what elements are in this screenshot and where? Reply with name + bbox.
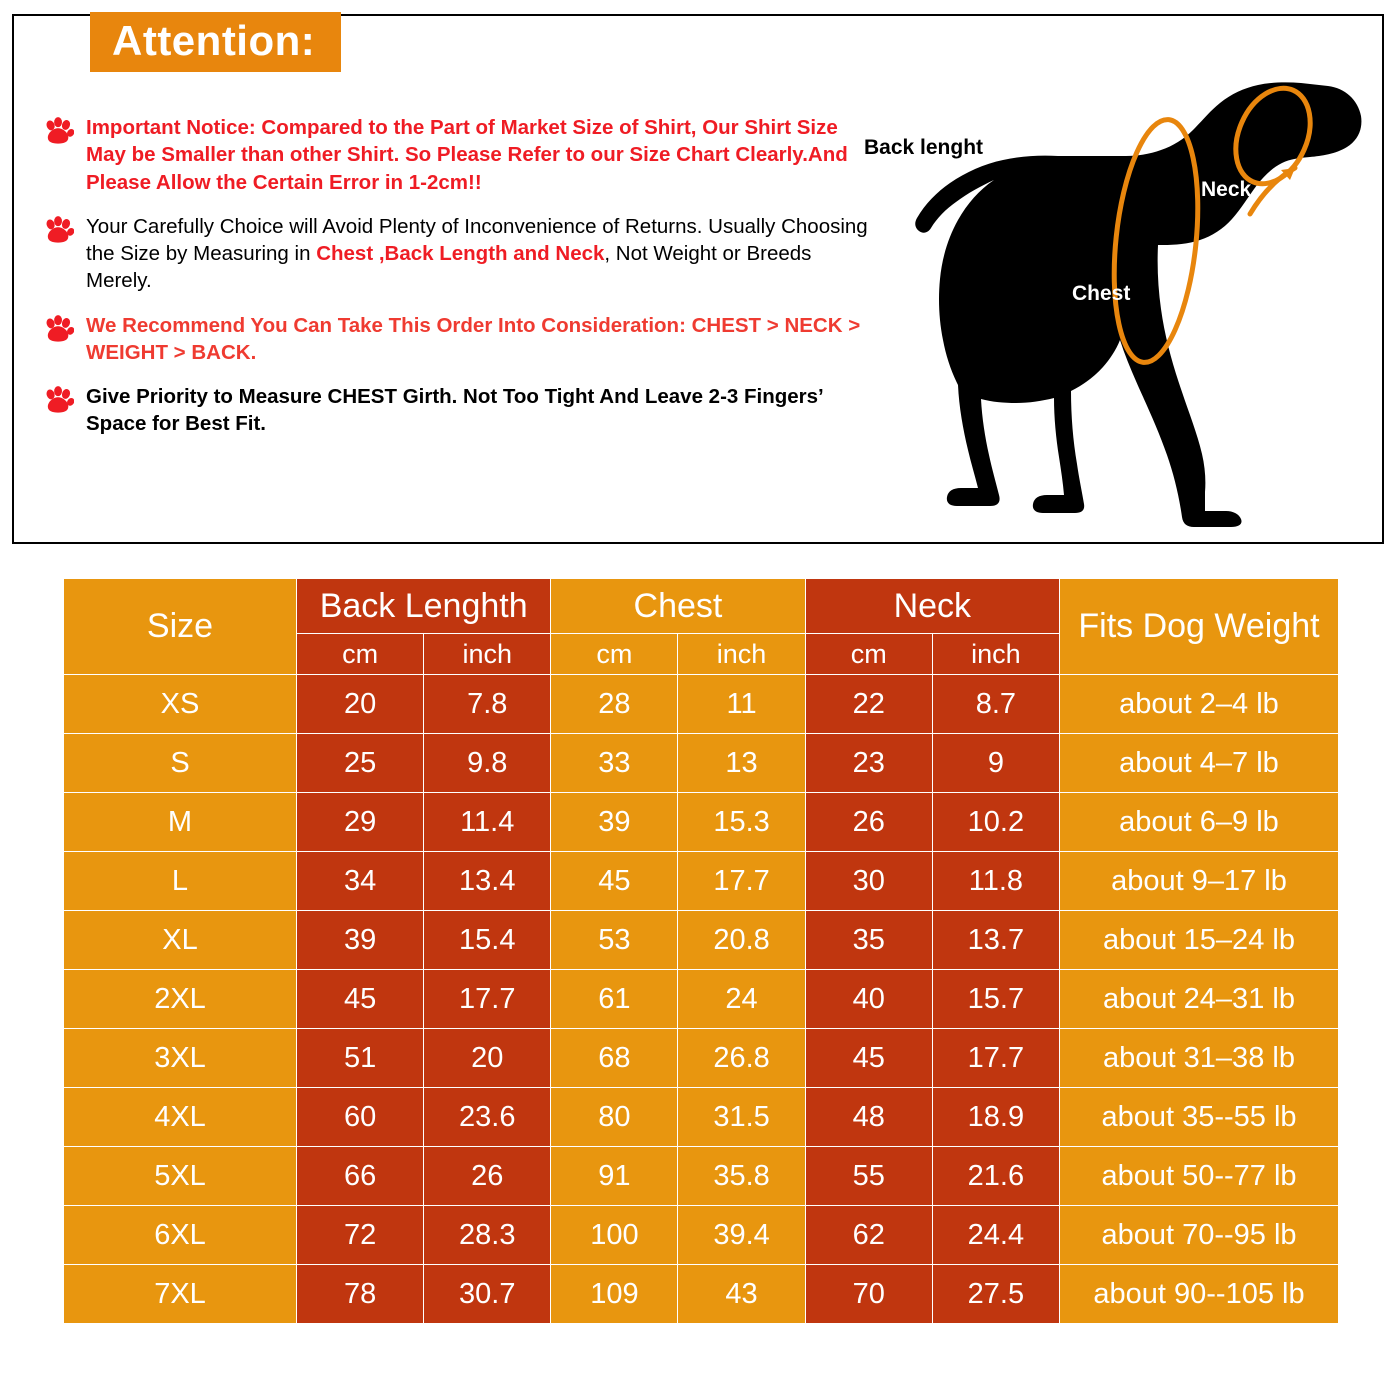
cell-neck-cm: 23 — [805, 734, 932, 793]
label-neck: Neck — [1201, 178, 1252, 201]
note-recommend-order-text: We Recommend You Can Take This Order Into Consideration: CHEST > NECK > WEIGHT > BACK. — [86, 313, 861, 364]
note-important-notice-text: Important Notice: Compared to the Part of Market Size of Shirt, Our Shirt Size May be Smaller than other Shirt. So Please Refer to our Size Chart Clearly.And Please Allow the Certain Error in 1-2cm!! — [86, 116, 848, 194]
cell-chest-cm: 33 — [551, 734, 678, 793]
table-row — [64, 911, 1339, 970]
header-neck: Neck — [805, 579, 1059, 634]
cell-back-inch: 13.4 — [424, 852, 551, 911]
table-row — [64, 1265, 1339, 1324]
table-row — [64, 734, 1339, 793]
cell-size: 3XL — [64, 1029, 297, 1088]
table-row — [64, 1147, 1339, 1206]
cell-back-inch: 20 — [424, 1029, 551, 1088]
note-chest-priority — [44, 383, 874, 438]
cell-back-cm: 66 — [297, 1147, 424, 1206]
cell-back-inch: 28.3 — [424, 1206, 551, 1265]
cell-chest-inch: 35.8 — [678, 1147, 805, 1206]
cell-size: 6XL — [64, 1206, 297, 1265]
note-careful-choice — [44, 213, 874, 295]
label-back-length: Back lenght — [864, 136, 984, 159]
cell-neck-cm: 48 — [805, 1088, 932, 1147]
cell-size: XS — [64, 675, 297, 734]
cell-chest-inch: 31.5 — [678, 1088, 805, 1147]
note-careful-choice-part2: , Not Weight or Breeds Merely. — [86, 242, 812, 293]
cell-back-inch: 30.7 — [424, 1265, 551, 1324]
cell-neck-inch: 18.9 — [932, 1088, 1059, 1147]
cell-weight: about 6–9 lb — [1060, 793, 1339, 852]
header-back-cm: cm — [297, 634, 424, 675]
table-row — [64, 793, 1339, 852]
cell-neck-inch: 17.7 — [932, 1029, 1059, 1088]
cell-chest-cm: 28 — [551, 675, 678, 734]
cell-back-cm: 60 — [297, 1088, 424, 1147]
cell-back-inch: 26 — [424, 1147, 551, 1206]
paw-icon — [44, 386, 74, 414]
cell-neck-inch: 24.4 — [932, 1206, 1059, 1265]
cell-neck-cm: 40 — [805, 970, 932, 1029]
attention-panel — [12, 14, 1384, 544]
size-chart-table — [63, 578, 1339, 1324]
cell-weight: about 31–38 lb — [1060, 1029, 1339, 1088]
cell-back-cm: 78 — [297, 1265, 424, 1324]
cell-size: XL — [64, 911, 297, 970]
note-careful-choice-part1: Your Carefully Choice will Avoid Plenty of Inconvenience of Returns. Usually Choosing the Size by Measuring in — [86, 214, 868, 265]
cell-weight: about 70--95 lb — [1060, 1206, 1339, 1265]
cell-back-inch: 17.7 — [424, 970, 551, 1029]
cell-neck-cm: 35 — [805, 911, 932, 970]
cell-size: 4XL — [64, 1088, 297, 1147]
cell-chest-inch: 26.8 — [678, 1029, 805, 1088]
cell-chest-cm: 61 — [551, 970, 678, 1029]
table-row — [64, 1206, 1339, 1265]
header-neck-cm: cm — [805, 634, 932, 675]
cell-neck-inch: 11.8 — [932, 852, 1059, 911]
cell-chest-inch: 11 — [678, 675, 805, 734]
cell-chest-inch: 20.8 — [678, 911, 805, 970]
cell-size: M — [64, 793, 297, 852]
cell-back-inch: 23.6 — [424, 1088, 551, 1147]
cell-weight: about 35--55 lb — [1060, 1088, 1339, 1147]
cell-chest-inch: 17.7 — [678, 852, 805, 911]
cell-neck-inch: 8.7 — [932, 675, 1059, 734]
page-title: Attention: — [90, 12, 341, 72]
cell-chest-inch: 15.3 — [678, 793, 805, 852]
cell-back-inch: 11.4 — [424, 793, 551, 852]
cell-chest-cm: 53 — [551, 911, 678, 970]
table-row — [64, 852, 1339, 911]
cell-chest-cm: 80 — [551, 1088, 678, 1147]
cell-size: L — [64, 852, 297, 911]
cell-chest-cm: 91 — [551, 1147, 678, 1206]
header-size: Size — [64, 579, 297, 675]
note-careful-choice-highlight: Chest ,Back Length and Neck — [316, 242, 605, 265]
header-chest-cm: cm — [551, 634, 678, 675]
cell-neck-cm: 22 — [805, 675, 932, 734]
cell-weight: about 90--105 lb — [1060, 1265, 1339, 1324]
cell-chest-inch: 43 — [678, 1265, 805, 1324]
cell-chest-cm: 109 — [551, 1265, 678, 1324]
cell-weight: about 2–4 lb — [1060, 675, 1339, 734]
cell-chest-cm: 100 — [551, 1206, 678, 1265]
note-careful-choice-text — [86, 213, 874, 295]
cell-size: 2XL — [64, 970, 297, 1029]
size-chart-body — [64, 675, 1339, 1324]
paw-icon — [44, 315, 74, 343]
cell-neck-inch: 21.6 — [932, 1147, 1059, 1206]
cell-neck-inch: 15.7 — [932, 970, 1059, 1029]
header-row-main — [64, 579, 1339, 634]
cell-neck-inch: 13.7 — [932, 911, 1059, 970]
cell-neck-cm: 26 — [805, 793, 932, 852]
cell-neck-inch: 9 — [932, 734, 1059, 793]
cell-neck-cm: 70 — [805, 1265, 932, 1324]
cell-back-inch: 15.4 — [424, 911, 551, 970]
cell-size: 7XL — [64, 1265, 297, 1324]
header-weight: Fits Dog Weight — [1060, 579, 1339, 675]
header-chest: Chest — [551, 579, 805, 634]
cell-back-cm: 25 — [297, 734, 424, 793]
cell-chest-inch: 24 — [678, 970, 805, 1029]
cell-weight: about 9–17 lb — [1060, 852, 1339, 911]
note-chest-priority-text: Give Priority to Measure CHEST Girth. Not Too Tight And Leave 2-3 Fingers’ Space for Best Fit. — [86, 385, 823, 436]
header-chest-inch: inch — [678, 634, 805, 675]
cell-weight: about 4–7 lb — [1060, 734, 1339, 793]
paw-icon — [44, 117, 74, 145]
table-row — [64, 970, 1339, 1029]
dog-measurement-diagram — [858, 26, 1368, 531]
header-back-length: Back Lenghth — [297, 579, 551, 634]
cell-neck-cm: 62 — [805, 1206, 932, 1265]
cell-neck-inch: 27.5 — [932, 1265, 1059, 1324]
cell-chest-inch: 13 — [678, 734, 805, 793]
cell-back-inch: 7.8 — [424, 675, 551, 734]
cell-neck-cm: 30 — [805, 852, 932, 911]
header-back-inch: inch — [424, 634, 551, 675]
cell-back-inch: 9.8 — [424, 734, 551, 793]
cell-chest-cm: 68 — [551, 1029, 678, 1088]
cell-size: S — [64, 734, 297, 793]
cell-neck-cm: 55 — [805, 1147, 932, 1206]
dog-silhouette — [858, 26, 1368, 531]
note-recommend-order — [44, 312, 874, 367]
size-chart-header — [64, 579, 1339, 675]
table-row — [64, 1029, 1339, 1088]
cell-back-cm: 45 — [297, 970, 424, 1029]
label-chest: Chest — [1072, 282, 1131, 305]
cell-back-cm: 51 — [297, 1029, 424, 1088]
note-important-notice — [44, 114, 874, 196]
cell-chest-cm: 39 — [551, 793, 678, 852]
notes-list — [44, 114, 874, 455]
cell-weight: about 15–24 lb — [1060, 911, 1339, 970]
cell-weight: about 50--77 lb — [1060, 1147, 1339, 1206]
cell-neck-inch: 10.2 — [932, 793, 1059, 852]
cell-weight: about 24–31 lb — [1060, 970, 1339, 1029]
header-neck-inch: inch — [932, 634, 1059, 675]
cell-back-cm: 34 — [297, 852, 424, 911]
cell-back-cm: 29 — [297, 793, 424, 852]
cell-back-cm: 39 — [297, 911, 424, 970]
cell-neck-cm: 45 — [805, 1029, 932, 1088]
cell-back-cm: 72 — [297, 1206, 424, 1265]
paw-icon — [44, 216, 74, 244]
cell-back-cm: 20 — [297, 675, 424, 734]
table-row — [64, 1088, 1339, 1147]
cell-chest-cm: 45 — [551, 852, 678, 911]
cell-size: 5XL — [64, 1147, 297, 1206]
table-row — [64, 675, 1339, 734]
cell-chest-inch: 39.4 — [678, 1206, 805, 1265]
